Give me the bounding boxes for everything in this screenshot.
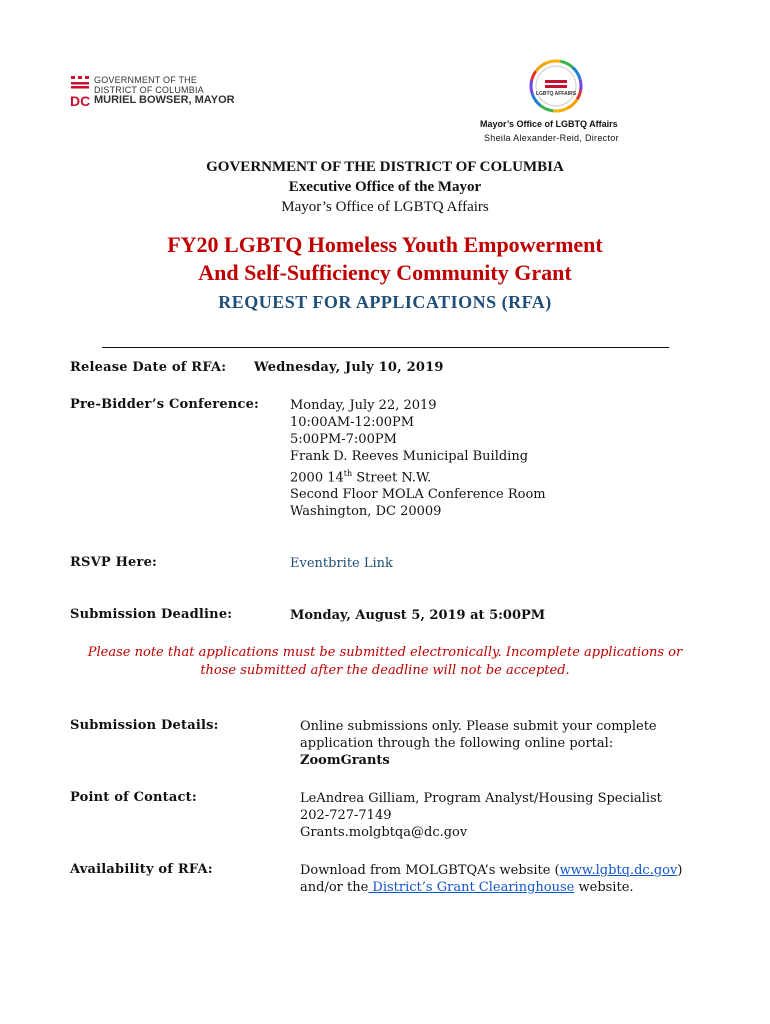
executive-office-title: Executive Office of the Mayor — [288, 179, 482, 195]
deadline-label: Submission Deadline: — [70, 607, 233, 622]
details-line1: Online submissions only. Please submit your complete — [300, 719, 657, 734]
availability-label: Availability of RFA: — [70, 862, 213, 877]
office-name: Mayor’s Office of LGBTQ Affairs — [480, 119, 618, 129]
rfa-title: REQUEST FOR APPLICATIONS (RFA) — [218, 292, 552, 312]
dc-logo-line1: GOVERNMENT OF THE — [94, 75, 198, 85]
contact-name: LeAndrea Gilliam, Program Analyst/Housing Specialist — [300, 791, 662, 806]
release-date-value: Wednesday, July 10, 2019 — [254, 360, 444, 375]
grant-clearinghouse-link[interactable]: District’s Grant Clearinghouse — [368, 880, 575, 895]
prebidder-city: Washington, DC 20009 — [290, 504, 442, 520]
availability-prefix: Download from MOLGBTQA’s website ( — [300, 863, 560, 878]
prebidder-building: Frank D. Reeves Municipal Building — [290, 449, 529, 464]
prebidder-label: Pre-Bidder’s Conference: — [70, 397, 260, 412]
mayor-office-title: Mayor’s Office of LGBTQ Affairs — [281, 199, 489, 215]
dc-government-logo — [70, 74, 240, 108]
contact-phone: 202-727-7149 — [300, 808, 392, 823]
government-title: GOVERNMENT OF THE DISTRICT OF COLUMBIA — [206, 159, 564, 175]
submission-notice — [0, 644, 770, 680]
prebidder-time2: 5:00PM-7:00PM — [290, 432, 397, 447]
office-director: Sheila Alexander-Reid, Director — [484, 133, 619, 143]
notice-line2: those submitted after the deadline will not be accepted. — [200, 663, 570, 678]
point-of-contact — [300, 790, 662, 841]
grant-title-line1: FY20 LGBTQ Homeless Youth Empowerment — [167, 232, 603, 257]
deadline-value: Monday, August 5, 2019 at 5:00PM — [290, 608, 546, 623]
section-divider — [102, 347, 669, 348]
details-line2: application through the following online portal: — [300, 736, 614, 751]
point-of-contact-label: Point of Contact: — [70, 790, 197, 805]
dc-mark-text: DC — [70, 93, 91, 108]
availability-line2-suffix: website. — [574, 880, 634, 895]
availability-suffix: ) — [677, 863, 683, 878]
prebidder-details — [290, 397, 546, 520]
grant-title-line2: And Self-Sufficiency Community Grant — [198, 260, 572, 285]
eventbrite-link[interactable]: Eventbrite Link — [290, 556, 393, 571]
street-rest: Street N.W. — [352, 470, 432, 486]
prebidder-street — [290, 465, 546, 486]
prebidder-date: Monday, July 22, 2019 — [290, 398, 437, 413]
lgbtq-logo-text: LGBTQ AFFAIRS — [535, 91, 577, 97]
contact-email: Grants.molgbtqa@dc.gov — [300, 825, 468, 840]
prebidder-room: Second Floor MOLA Conference Room — [290, 487, 546, 503]
submission-details — [300, 718, 657, 769]
prebidder-time1: 10:00AM-12:00PM — [290, 415, 415, 430]
submission-details-label: Submission Details: — [70, 718, 219, 733]
availability-details — [300, 862, 682, 896]
dc-flag-icon — [70, 74, 92, 108]
street-number: 2000 14 — [290, 470, 344, 486]
availability-line2-prefix: and/or the — [300, 880, 369, 895]
dc-logo-mayor: MURIEL BOWSER, MAYOR — [94, 94, 235, 106]
notice-line1: Please note that applications must be submitted electronically. Incomplete applications or — [87, 645, 683, 660]
zoomgrants-portal: ZoomGrants — [300, 753, 390, 768]
street-suffix: th — [343, 469, 353, 478]
lgbtq-affairs-logo-icon — [528, 58, 584, 114]
rsvp-label: RSVP Here: — [70, 555, 158, 570]
dc-logo-line2: DISTRICT OF COLUMBIA — [94, 85, 204, 95]
release-date-label: Release Date of RFA: — [70, 360, 227, 375]
lgbtq-website-link[interactable]: www.lgbtq.dc.gov — [559, 863, 678, 878]
